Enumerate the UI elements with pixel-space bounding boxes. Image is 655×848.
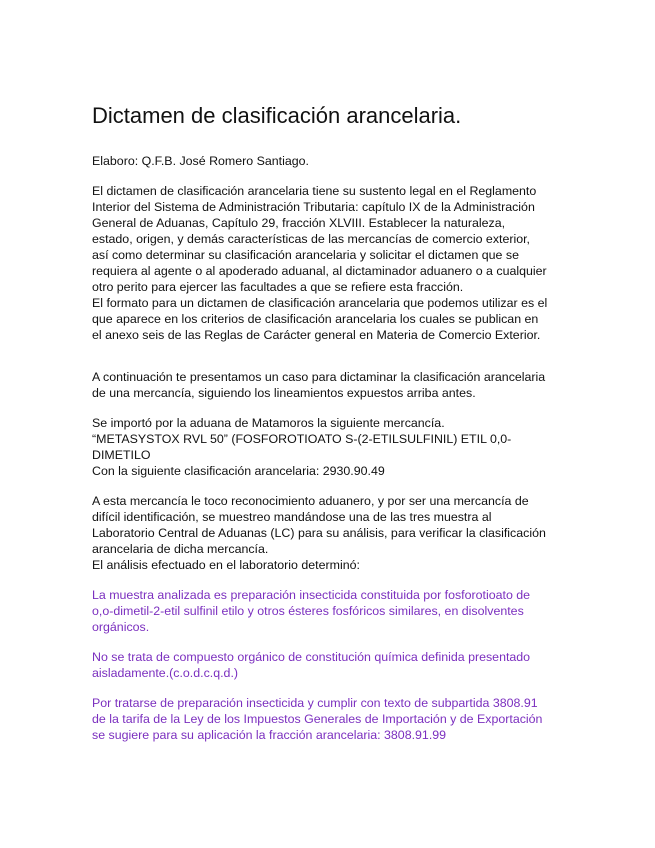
text-line: No se trata de compuesto orgánico de constitución química definida presentado bbox=[92, 650, 531, 664]
text-line: El dictamen de clasificación arancelaria tiene su sustento legal en el Reglamento bbox=[92, 184, 537, 198]
text-line: DIMETILO bbox=[92, 448, 151, 462]
text-line: Por tratarse de preparación insecticida y cumplir con texto de subpartida 3808.91 bbox=[92, 696, 538, 710]
text-line: difícil identificación, se muestreo mandándose una de las tres muestra al bbox=[92, 510, 492, 524]
text-line: Laboratorio Central de Aduanas (LC) para su análisis, para verificar la clasificación bbox=[92, 526, 546, 540]
text-line: A continuación te presentamos un caso para dictaminar la clasificación arancelaria bbox=[92, 370, 546, 384]
text-line: de una mercancía, siguiendo los lineamientos expuestos arriba antes. bbox=[92, 386, 476, 400]
text-line: Con la siguiente clasificación arancelaria: 2930.90.49 bbox=[92, 464, 385, 478]
text-line: aisladamente.(c.o.d.c.q.d.) bbox=[92, 666, 239, 680]
text-line: El formato para un dictamen de clasificación arancelaria que podemos utilizar es el bbox=[92, 296, 548, 310]
text-line: Se importó por la aduana de Matamoros la siguiente mercancía. bbox=[92, 416, 445, 430]
text-line: o,o-dimetil-2-etil sulfinil etilo y otros ésteres fosfóricos similares, en disolventes bbox=[92, 604, 524, 618]
text-line: orgánicos. bbox=[92, 620, 150, 634]
text-line: “METASYSTOX RVL 50” (FOSFOROTIOATO S-(2-ETILSULFINIL) ETIL 0,0- bbox=[92, 432, 512, 446]
text-line: de la tarifa de la Ley de los Impuestos Generales de Importación y de Exportación bbox=[92, 712, 543, 726]
text-line: A esta mercancía le toco reconocimiento aduanero, y por ser una mercancía de bbox=[92, 494, 529, 508]
text-line: El análisis efectuado en el laboratorio determinó: bbox=[92, 558, 360, 572]
author-line: Elaboro: Q.F.B. José Romero Santiago. bbox=[92, 154, 309, 168]
text-line: estado, origen, y demás características de las mercancías de comercio exterior, bbox=[92, 232, 530, 246]
text-line: se sugiere para su aplicación la fracción arancelaria: 3808.91.99 bbox=[92, 728, 447, 742]
text-line: que aparece en los criterios de clasificación arancelaria los cuales se publican en bbox=[92, 312, 539, 326]
text-line: La muestra analizada es preparación insecticida constituida por fosforotioato de bbox=[92, 588, 531, 602]
text-line: otro perito para ejercer las facultades a que se refiere esta fracción. bbox=[92, 280, 464, 294]
text-line: General de Aduanas, Capítulo 29, fracción XLVIII. Establecer la naturaleza, bbox=[92, 216, 506, 230]
text-line: el anexo seis de las Reglas de Carácter general en Materia de Comercio Exterior. bbox=[92, 328, 541, 342]
text-line: Interior del Sistema de Administración Tributaria: capítulo IX de la Administración bbox=[92, 200, 535, 214]
text-line: arancelaria de dicha mercancía. bbox=[92, 542, 269, 556]
document-title: Dictamen de clasificación arancelaria. bbox=[92, 103, 462, 128]
text-line: así como determinar su clasificación arancelaria y solicitar el dictamen que se bbox=[92, 248, 519, 262]
text-line: requiera al agente o al apoderado aduanal, al dictaminador aduanero o a cualquier bbox=[92, 264, 547, 278]
